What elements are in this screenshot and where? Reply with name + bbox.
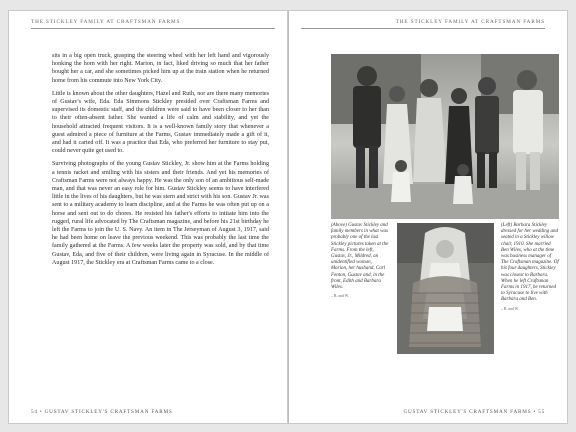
family-group-photo	[331, 54, 559, 219]
caption-text: (Above) Gustav Stickley and family members in what was probably one of the last Stickley pictures taken at the Farms. From the left, Gustav, Jr., Mildred, an unidentified woman, Marion, her husband, Carl Fenton, Gustav and, in the front, Edith and Barbara Wiles.	[331, 223, 389, 291]
body-text	[52, 52, 269, 272]
bride-wedding-photo	[397, 223, 494, 354]
photo-credit: – B. and W.	[501, 306, 519, 311]
right-page	[288, 10, 568, 424]
photo-credit: – B. and W.	[331, 294, 349, 299]
photo-caption-above	[331, 223, 389, 299]
photo-caption-left	[501, 223, 559, 312]
page-folio: 54 • GUSTAV STICKLEY'S CRAFTSMAN FARMS	[31, 409, 173, 415]
left-page	[8, 10, 288, 424]
caption-text: (Left) Barbara Stickley dressed for her wedding and seated in a Stickley willow chair, 1910. She married Ben Wiles, who at the time was business manager of The Craftsman magazine. Of his four daughters, Stickley was closest to Barbara. When he left Craftsman Farms in 1917, he returned to Syracuse to live with Barbara and Ben.	[501, 223, 559, 303]
header-rule	[31, 28, 275, 29]
paragraph: sits in a big open truck, grasping the steering wheel with her left hand and vigorously honking the horn with her right. Marion, in fact, liked driving so much that her father bought her a car, and she sometimes picked him up at the train station when he returned home from his commute into New York City.	[52, 53, 269, 84]
paragraph: Surviving photographs of the young Gustav Stickley, Jr. show him at the Farms holding a tennis racket and smiling with his sisters and their friends. And yet his memories of Craftsman Farms were not always happy. He was the only son of an ambitious self-made man, and that was never an easy role for him. Gustav Stickley seems to have interfered little in the lives of his daughters, but he was stern and strict with his son. Gustav Jr. was sent to a military academy to learn discipline, and at the Farms he was often put up on a horse and sent out to do chores. He resisted his father's efforts to initiate him into the rugged, rural life advocated by The Craftsman magazine, and before his 21st birthday he left the Farms to join the U. S. Navy. An item in The Jerseyman of August 3, 1917, said he had been home on leave the previous weekend. This was probably the last time the family gathered at the Farms. A few weeks later the property was sold, and by that time Gustav, Eda, and five of their children, were living again in Syracuse. In the middle of August 1917, the Stickley era at Craftsman Farms came to a close.	[52, 161, 269, 266]
paragraph: Little is known about the other daughters, Hazel and Ruth, nor are there many memories of Gustav's wife, Eda. Eda Simmons Stickley presided over Craftsman Farms and supervised its domestic staff, and the children were said to have been closer to her than to their often-absent father. She wanted a life of calm and stability, and yet the household attracted frequent visitors. It is a well-known family story that whenever a guest admired a piece of furniture at the Farms, Gustav immediately made a gift of it, and had it carted off. It was a practice that Eda, who preferred her furniture to stay put, could never quite get used to.	[52, 90, 269, 155]
running-head: THE STICKLEY FAMILY AT CRAFTSMAN FARMS	[31, 19, 181, 25]
running-head: THE STICKLEY FAMILY AT CRAFTSMAN FARMS	[395, 19, 545, 25]
page-folio: GUSTAV STICKLEY'S CRAFTSMAN FARMS • 55	[403, 409, 545, 415]
header-rule	[301, 28, 545, 29]
